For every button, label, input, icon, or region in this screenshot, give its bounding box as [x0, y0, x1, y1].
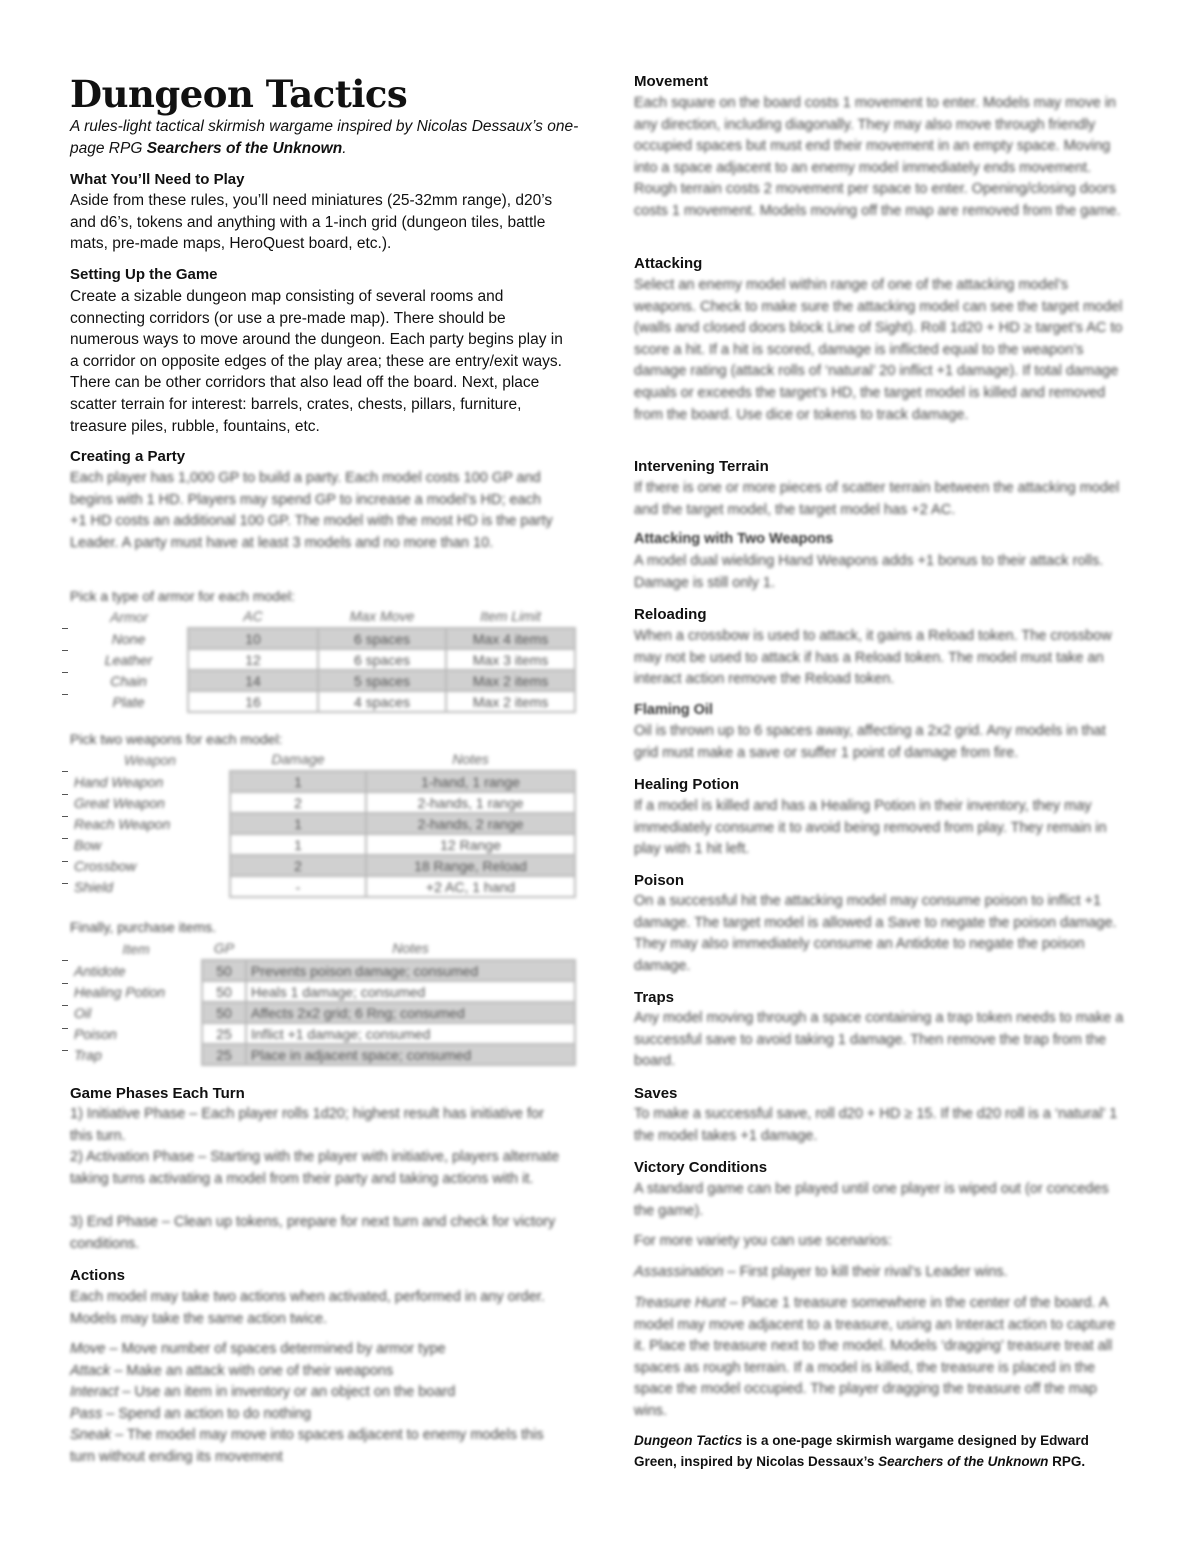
- weapon-damage: 2: [230, 855, 366, 876]
- row-marker: [62, 771, 68, 772]
- row-marker: [62, 960, 68, 961]
- scenario-name: Treasure Hunt: [634, 1295, 726, 1311]
- row-marker: [62, 794, 68, 795]
- table-row: [70, 1023, 575, 1044]
- phase-1: 1) Initiative Phase – Each player rolls 1d20; highest result has initiative for this turn.: [70, 1106, 544, 1144]
- armor-move: 6 spaces: [318, 628, 446, 649]
- list-item: [70, 1404, 570, 1426]
- footer-title: Dungeon Tactics: [634, 1433, 743, 1448]
- need-text: Aside from these rules, you’ll need miniatures (25-32mm range), d20’s and d6’s, tokens and anything with a 1-inch grid (dungeon tiles, battle mats, pre-made maps, HeroQuest board, etc.).: [70, 192, 553, 253]
- action-name: Pass: [70, 1405, 103, 1422]
- armor-col-armor: Armor: [109, 608, 149, 625]
- armor-col-limit: Item Limit: [480, 608, 541, 624]
- table-row: [70, 834, 575, 855]
- action-name: Interact: [70, 1384, 119, 1401]
- table-row: [70, 1044, 575, 1065]
- item-name: Oil: [74, 1004, 92, 1021]
- table-row: [70, 1002, 575, 1023]
- row-marker: [62, 838, 68, 839]
- healing-heading: Healing Potion: [634, 776, 739, 793]
- weapon-damage: 1: [230, 771, 366, 792]
- weapon-name: Great Weapon: [74, 794, 165, 811]
- weapon-col-weapon: Weapon: [124, 751, 176, 768]
- list-item: [70, 1339, 570, 1361]
- attacking-text: Select an enemy model within range of one of the attacking model’s weapons. Check to make sure the attacking model can see the target model (walls and closed doors block Line of Sight). Roll 1d20 + HD ≥ target’s AC to score a hit. If a hit is scored, damage is inflicted equal to the weapon’s damage rating (attack rolls of ‘natural’ 20 inflict +1 damage). If total damage equals or exceeds the target’s HD, the target model is killed and removed from the board. Use dice or tokens to track damage.: [634, 277, 1123, 423]
- weapon-col-damage: Damage: [271, 751, 325, 767]
- page-title: Dungeon Tactics: [70, 72, 408, 116]
- twoweapons-text: A model dual wielding Hand Weapons adds +1 bonus to their attack rolls. Damage is still only 1.: [634, 553, 1104, 591]
- scenario-desc: – First player to kill their rival’s Leader wins.: [723, 1264, 1008, 1280]
- movement-heading: Movement: [634, 73, 709, 90]
- action-name: Sneak: [70, 1427, 112, 1444]
- twoweapons-heading: Attacking with Two Weapons: [634, 531, 834, 547]
- terrain-heading: Intervening Terrain: [634, 458, 769, 475]
- weapon-notes: 2-hands, 1 range: [366, 792, 575, 813]
- list-item: [70, 1382, 570, 1404]
- armor-move: 4 spaces: [318, 691, 446, 712]
- weapon-name: Reach Weapon: [74, 815, 171, 832]
- row-marker: [62, 816, 68, 817]
- weapon-notes: 12 Range: [366, 834, 575, 855]
- item-gp: 25: [202, 1023, 246, 1044]
- armor-col-move: Max Move: [349, 608, 415, 624]
- weapon-col-notes: Notes: [452, 751, 489, 767]
- item-gp: 50: [202, 1002, 246, 1023]
- row-marker: [62, 983, 68, 984]
- subtitle-emphasis: Searchers of the Unknown: [146, 140, 343, 157]
- actions-list: [70, 1339, 570, 1469]
- scenario-desc: – Place 1 treasure somewhere in the center of the board. A model may move adjacent to a treasure, using an Interact action to capture it. Place the treasure next to the model. Models ‘dragging’ treasure treat all spaces as rough terrain. If a model is killed, the treasure is placed in the space the model occupied. The player dragging the treasure off the map wins.: [634, 1295, 1116, 1419]
- action-desc: – The model may move into spaces adjacent to enemy models this turn without ending its movement: [70, 1427, 544, 1465]
- phases-heading: Game Phases Each Turn: [70, 1085, 245, 1102]
- phase-3: 3) End Phase – Clean up tokens, prepare for next turn and check for victory conditions.: [70, 1214, 556, 1252]
- weapon-name: Hand Weapon: [74, 773, 164, 790]
- table-row: [70, 792, 575, 813]
- row-marker: [62, 883, 68, 884]
- armor-intro: Pick a type of armor for each model:: [70, 588, 295, 604]
- item-name: Healing Potion: [74, 983, 166, 1000]
- armor-limit: Max 2 items: [446, 670, 575, 691]
- table-row: [70, 771, 575, 792]
- scenario-treasure: [634, 1293, 1128, 1423]
- victory-heading: Victory Conditions: [634, 1159, 768, 1176]
- armor-name: Leather: [104, 651, 153, 668]
- armor-name: Chain: [110, 672, 147, 689]
- subtitle-text: A rules-light tactical skirmish wargame inspired by Nicolas Dessaux’s one-page RPG: [70, 118, 579, 157]
- row-marker: [62, 1050, 68, 1051]
- table-row: [70, 960, 575, 981]
- poison-heading: Poison: [634, 872, 685, 889]
- row-marker: [62, 1028, 68, 1029]
- item-name: Antidote: [74, 962, 126, 979]
- item-name: Trap: [74, 1046, 102, 1063]
- row-marker: [62, 1005, 68, 1006]
- setup-text: Create a sizable dungeon map consisting of several rooms and connecting corridors (or use a pre-made map). There should be numerous ways to move around the dungeon. Each party begins play in a corridor on opposite edges of the play area; these are entry/exit ways. There can be other corridors that also lead off the board. Next, place scatter terrain for interest: barrels, crates, chests, pillars, furniture, treasure piles, rubble, fountains, etc.: [70, 288, 563, 435]
- attacking-heading: Attacking: [634, 255, 703, 272]
- weapon-notes: 18 Range, Reload: [366, 855, 575, 876]
- row-marker: [62, 861, 68, 862]
- weapon-damage: -: [230, 876, 366, 897]
- table-row: [70, 813, 575, 834]
- action-name: Attack: [70, 1362, 111, 1379]
- row-marker: [62, 628, 68, 629]
- armor-move: 6 spaces: [318, 649, 446, 670]
- subtitle-end: .: [342, 140, 347, 157]
- item-intro: Finally, purchase items.: [70, 919, 217, 935]
- terrain-text: If there is one or more pieces of scatter terrain between the attacking model and the target model, the target model has +2 AC.: [634, 480, 1120, 518]
- weapon-header-row: [70, 748, 575, 771]
- weapon-damage: 1: [230, 834, 366, 855]
- armor-ac: 10: [188, 628, 318, 649]
- poison-text: On a successful hit the attacking model may consume poison to inflict +1 damage. The target model is allowed a Save to negate the poison damage. They may also immediately consume an Antidote to negate the poison damage.: [634, 893, 1117, 974]
- table-row: [70, 981, 575, 1002]
- action-desc: – Spend an action to do nothing: [102, 1405, 312, 1422]
- footer-source: Searchers of the Unknown: [878, 1454, 1049, 1469]
- traps-heading: Traps: [634, 989, 675, 1006]
- weapon-table: [70, 748, 576, 898]
- weapon-intro: Pick two weapons for each model:: [70, 731, 283, 747]
- setup-heading: Setting Up the Game: [70, 266, 218, 283]
- item-notes: Prevents poison damage; consumed: [246, 960, 575, 981]
- list-item: [70, 1425, 570, 1468]
- weapon-name: Shield: [74, 878, 113, 895]
- traps-text: Any model moving through a space containing a trap token needs to make a successful save to avoid taking 1 damage. Then remove the trap from the board.: [634, 1010, 1124, 1070]
- item-col-item: Item: [122, 940, 150, 957]
- subtitle: [70, 116, 580, 160]
- item-name: Poison: [74, 1025, 117, 1042]
- armor-table: [70, 605, 576, 713]
- table-row: [70, 670, 575, 691]
- victory-scenarios-intro: For more variety you can use scenarios:: [634, 1233, 892, 1249]
- need-heading: What You’ll Need to Play: [70, 171, 245, 188]
- item-col-gp: GP: [213, 940, 235, 956]
- saves-heading: Saves: [634, 1085, 678, 1102]
- armor-move: 5 spaces: [318, 670, 446, 691]
- weapon-name: Bow: [74, 836, 102, 853]
- armor-limit: Max 2 items: [446, 691, 575, 712]
- reloading-heading: Reloading: [634, 606, 707, 623]
- footer-end: RPG.: [1048, 1454, 1086, 1469]
- weapon-damage: 2: [230, 792, 366, 813]
- armor-name: Plate: [112, 693, 145, 710]
- party-heading: Creating a Party: [70, 448, 186, 465]
- weapon-damage: 1: [230, 813, 366, 834]
- footer-credit: [634, 1430, 1114, 1472]
- armor-col-ac: AC: [243, 608, 263, 624]
- action-desc: – Make an attack with one of their weapons: [110, 1362, 394, 1379]
- actions-text: Each model may take two actions when activated, performed in any order. Models may take the same action twice.: [70, 1289, 545, 1327]
- weapon-notes: 2-hands, 2 range: [366, 813, 575, 834]
- healing-text: If a model is killed and has a Healing Potion in their inventory, they may immediately consume it to avoid being removed from play. They remain in play with 1 hit left.: [634, 798, 1107, 858]
- table-row: [70, 855, 575, 876]
- item-col-notes: Notes: [392, 940, 429, 956]
- table-row: [70, 876, 575, 897]
- actions-heading: Actions: [70, 1267, 126, 1284]
- scenario-name: Assassination: [634, 1264, 724, 1280]
- scenario-assassination: [634, 1262, 1128, 1284]
- footer-text: is a one-page skirmish wargame designed by Edward Green, inspired by Nicolas Dessaux’s: [634, 1433, 1089, 1469]
- list-item: [70, 1361, 570, 1383]
- row-marker: [62, 694, 68, 695]
- armor-limit: Max 4 items: [446, 628, 575, 649]
- saves-text: To make a successful save, roll d20 + HD ≥ 15. If the d20 roll is a ‘natural’ 1 the model takes +1 damage.: [634, 1106, 1118, 1144]
- item-gp: 50: [202, 960, 246, 981]
- item-notes: Place in adjacent space; consumed: [246, 1044, 575, 1065]
- item-notes: Heals 1 damage; consumed: [246, 981, 575, 1002]
- party-text: Each player has 1,000 GP to build a party. Each model costs 100 GP and begins with 1 HD. Players may spend GP to increase a model’s HD; each +1 HD costs an additional 100 GP. The model with the most HD is the party Leader. A party must have at least 3 models and no more than 10.: [70, 470, 553, 551]
- armor-header-row: [70, 605, 575, 628]
- table-row: [70, 649, 575, 670]
- row-marker: [62, 672, 68, 673]
- item-header-row: [70, 937, 575, 960]
- reloading-text: When a crossbow is used to attack, it gains a Reload token. The crossbow may not be used to attack if has a Reload token. The model must take an interact action remove the Reload token.: [634, 628, 1112, 688]
- phase-2: 2) Activation Phase – Starting with the player with initiative, players alternate taking turns activating a model from their party and taking actions with it.: [70, 1149, 560, 1187]
- action-desc: – Use an item in inventory or an object on the board: [118, 1384, 456, 1401]
- weapon-notes: 1-hand, 1 range: [366, 771, 575, 792]
- armor-limit: Max 3 items: [446, 649, 575, 670]
- armor-ac: 14: [188, 670, 318, 691]
- table-row: [70, 628, 575, 649]
- movement-text: Each square on the board costs 1 movement to enter. Models may move in any direction, including diagonally. They may also move through friendly occupied spaces but must end their movement in an empty space. Moving into a space adjacent to an enemy model immediately ends movement. Rough terrain costs 2 movement per space to enter. Opening/closing doors costs 1 movement. Models moving off the map are removed from the game.: [634, 95, 1121, 219]
- item-gp: 50: [202, 981, 246, 1002]
- item-gp: 25: [202, 1044, 246, 1065]
- weapon-name: Crossbow: [74, 857, 137, 874]
- weapon-notes: +2 AC, 1 hand: [366, 876, 575, 897]
- item-notes: Inflict +1 damage; consumed: [246, 1023, 575, 1044]
- action-name: Move: [70, 1341, 106, 1357]
- victory-text: A standard game can be played until one player is wiped out (or concedes the game).: [634, 1181, 1109, 1219]
- armor-name: None: [111, 630, 146, 647]
- item-table: [70, 937, 576, 1066]
- table-row: [70, 691, 575, 712]
- armor-ac: 12: [188, 649, 318, 670]
- armor-ac: 16: [188, 691, 318, 712]
- item-notes: Affects 2x2 grid; 6 Rng; consumed: [246, 1002, 575, 1023]
- action-desc: – Move number of spaces determined by armor type: [105, 1341, 446, 1357]
- oil-text: Oil is thrown up to 6 spaces away, affecting a 2x2 grid. Any models in that grid must make a save or suffer 1 point of damage from fire.: [634, 723, 1106, 761]
- oil-heading: Flaming Oil: [634, 702, 713, 718]
- row-marker: [62, 650, 68, 651]
